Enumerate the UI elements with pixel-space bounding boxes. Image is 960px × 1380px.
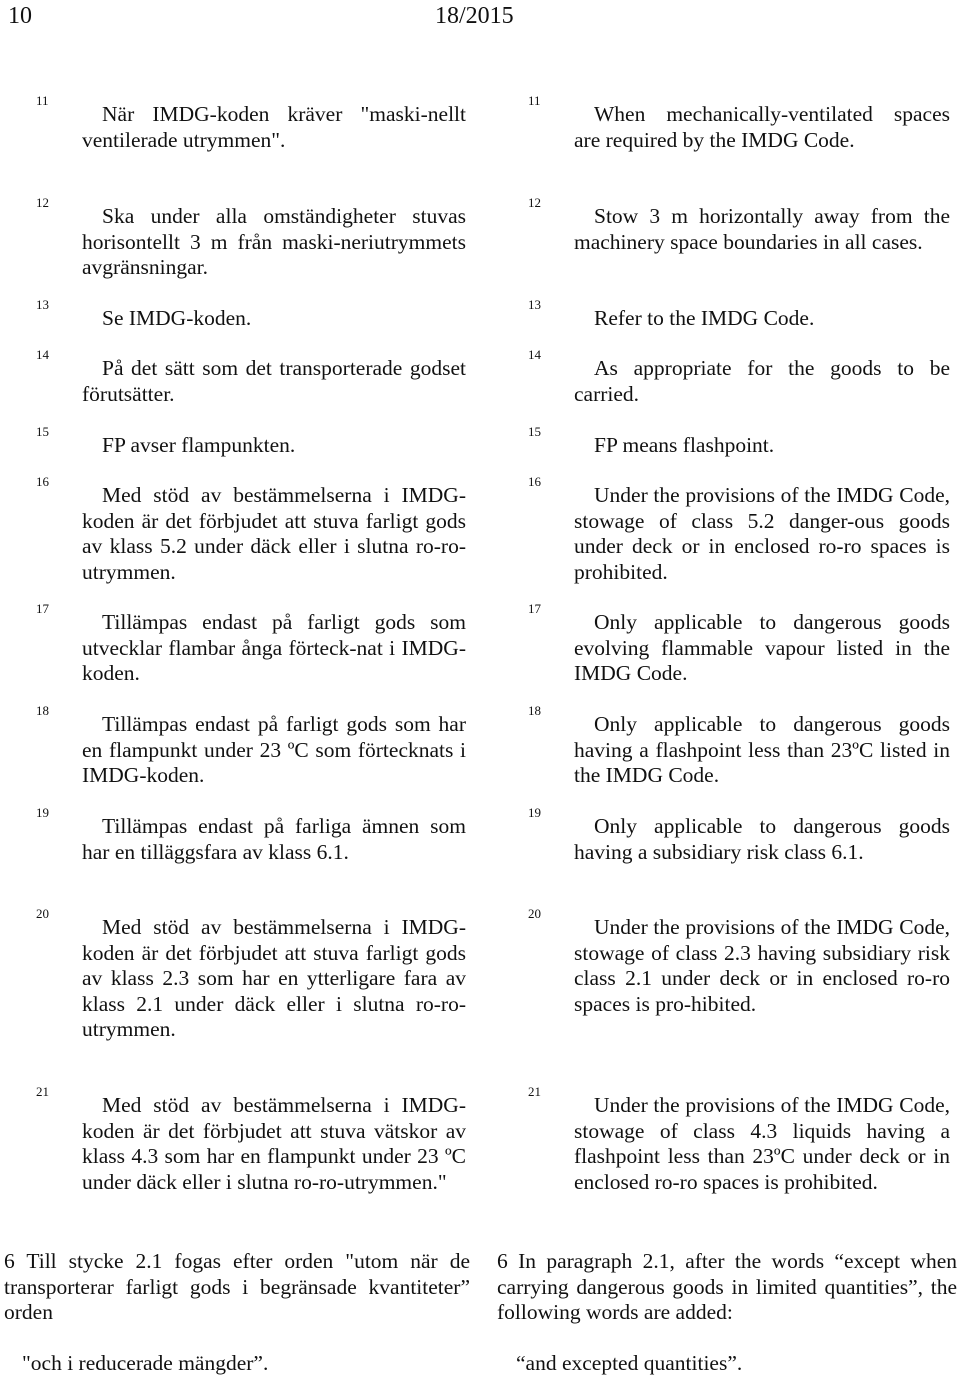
amendment-quote-sv: "och i reducerade mängder”. <box>22 1351 269 1375</box>
note-text: Se IMDG-koden. <box>102 306 252 330</box>
note-text: Under the provisions of the IMDG Code, stowage of class 5.2 danger-ous goods under deck or in enclosed ro-ro spaces is prohibited. <box>574 483 950 584</box>
page-number: 10 <box>8 3 32 29</box>
note-number: 11 <box>36 93 49 108</box>
note-number: 19 <box>36 805 49 820</box>
note-text: Tillämpas endast på farligt gods som utvecklar flambar ånga förteck-nat i IMDG-koden. <box>82 610 466 685</box>
note-text: Ska under alla omständigheter stuvas horisontellt 3 m från maski-neriutrymmets avgränsningar. <box>82 204 466 279</box>
note-text: Under the provisions of the IMDG Code, stowage of class 2.3 having subsidiary risk class 2.1 under deck or in enclosed ro-ro spaces is pro-hibited. <box>574 915 950 1016</box>
amendment-paragraph-sv: 6 Till stycke 2.1 fogas efter orden "utom när de transporterar farligt gods i begränsade kvantiteter” orden <box>4 1249 470 1324</box>
note-number: 20 <box>528 906 541 921</box>
note-text: Only applicable to dangerous goods evolving flammable vapour listed in the IMDG Code. <box>574 610 950 685</box>
amendment-paragraph-en: 6 In paragraph 2.1, after the words “except when carrying dangerous goods in limited quantities”, the following words are added: <box>497 1249 957 1324</box>
note-number: 17 <box>528 601 541 616</box>
note-number: 18 <box>528 703 541 718</box>
page-header <box>0 0 960 36</box>
note-text: Tillämpas endast på farliga ämnen som har en tilläggsfara av klass 6.1. <box>82 814 466 864</box>
note-text: As appropriate for the goods to be carried. <box>574 356 950 406</box>
amendment-quote-en: “and excepted quantities”. <box>516 1351 743 1375</box>
note-number: 14 <box>528 347 541 362</box>
note-number: 13 <box>528 297 541 312</box>
note-text: Med stöd av bestämmelserna i IMDG-koden är det förbjudet att stuva farligt gods av klass 2.3 som har en ytterligare fara av klass 2.1 under däck eller i slutna ro-ro-utrymmen. <box>82 915 466 1041</box>
note-text: Only applicable to dangerous goods having a subsidiary risk class 6.1. <box>574 814 950 864</box>
note-number: 12 <box>528 195 541 210</box>
note-text: Only applicable to dangerous goods having a flashpoint less than 23ºC listed in the IMDG Code. <box>574 712 950 787</box>
note-number: 18 <box>36 703 49 718</box>
note-text: När IMDG-koden kräver "maski-nellt ventilerade utrymmen". <box>82 102 466 152</box>
note-number: 11 <box>528 93 541 108</box>
note-text: På det sätt som det transporterade godset förutsätter. <box>82 356 466 406</box>
note-number: 15 <box>528 424 541 439</box>
note-number: 16 <box>36 474 49 489</box>
note-number: 12 <box>36 195 49 210</box>
note-text: Refer to the IMDG Code. <box>594 306 815 330</box>
note-number: 20 <box>36 906 49 921</box>
note-number: 16 <box>528 474 541 489</box>
note-text: Med stöd av bestämmelserna i IMDG-koden är det förbjudet att stuva farligt gods av klass 5.2 under däck eller i slutna ro-ro-utrymmen. <box>82 483 466 584</box>
note-number: 21 <box>528 1084 541 1099</box>
note-text: FP means flashpoint. <box>594 433 775 457</box>
note-number: 13 <box>36 297 49 312</box>
note-text: When mechanically-ventilated spaces are required by the IMDG Code. <box>574 102 950 152</box>
note-text: Tillämpas endast på farligt gods som har en flampunkt under 23 ºC som förtecknats i IMDG-koden. <box>82 712 466 787</box>
note-text: FP avser flampunkten. <box>102 433 296 457</box>
note-number: 21 <box>36 1084 49 1099</box>
note-text: Stow 3 m horizontally away from the machinery space boundaries in all cases. <box>574 204 950 254</box>
note-text: Under the provisions of the IMDG Code, stowage of class 4.3 liquids having a flashpoint less than 23ºC under deck or in enclosed ro-ro spaces is prohibited. <box>574 1093 950 1194</box>
note-number: 19 <box>528 805 541 820</box>
note-text: Med stöd av bestämmelserna i IMDG-koden är det förbjudet att stuva vätskor av klass 4.3 som har en flampunkt under 23 ºC under däck eller i slutna ro-ro-utrymmen." <box>82 1093 466 1194</box>
note-number: 17 <box>36 601 49 616</box>
issue-number: 18/2015 <box>435 3 514 29</box>
note-number: 15 <box>36 424 49 439</box>
note-number: 14 <box>36 347 49 362</box>
